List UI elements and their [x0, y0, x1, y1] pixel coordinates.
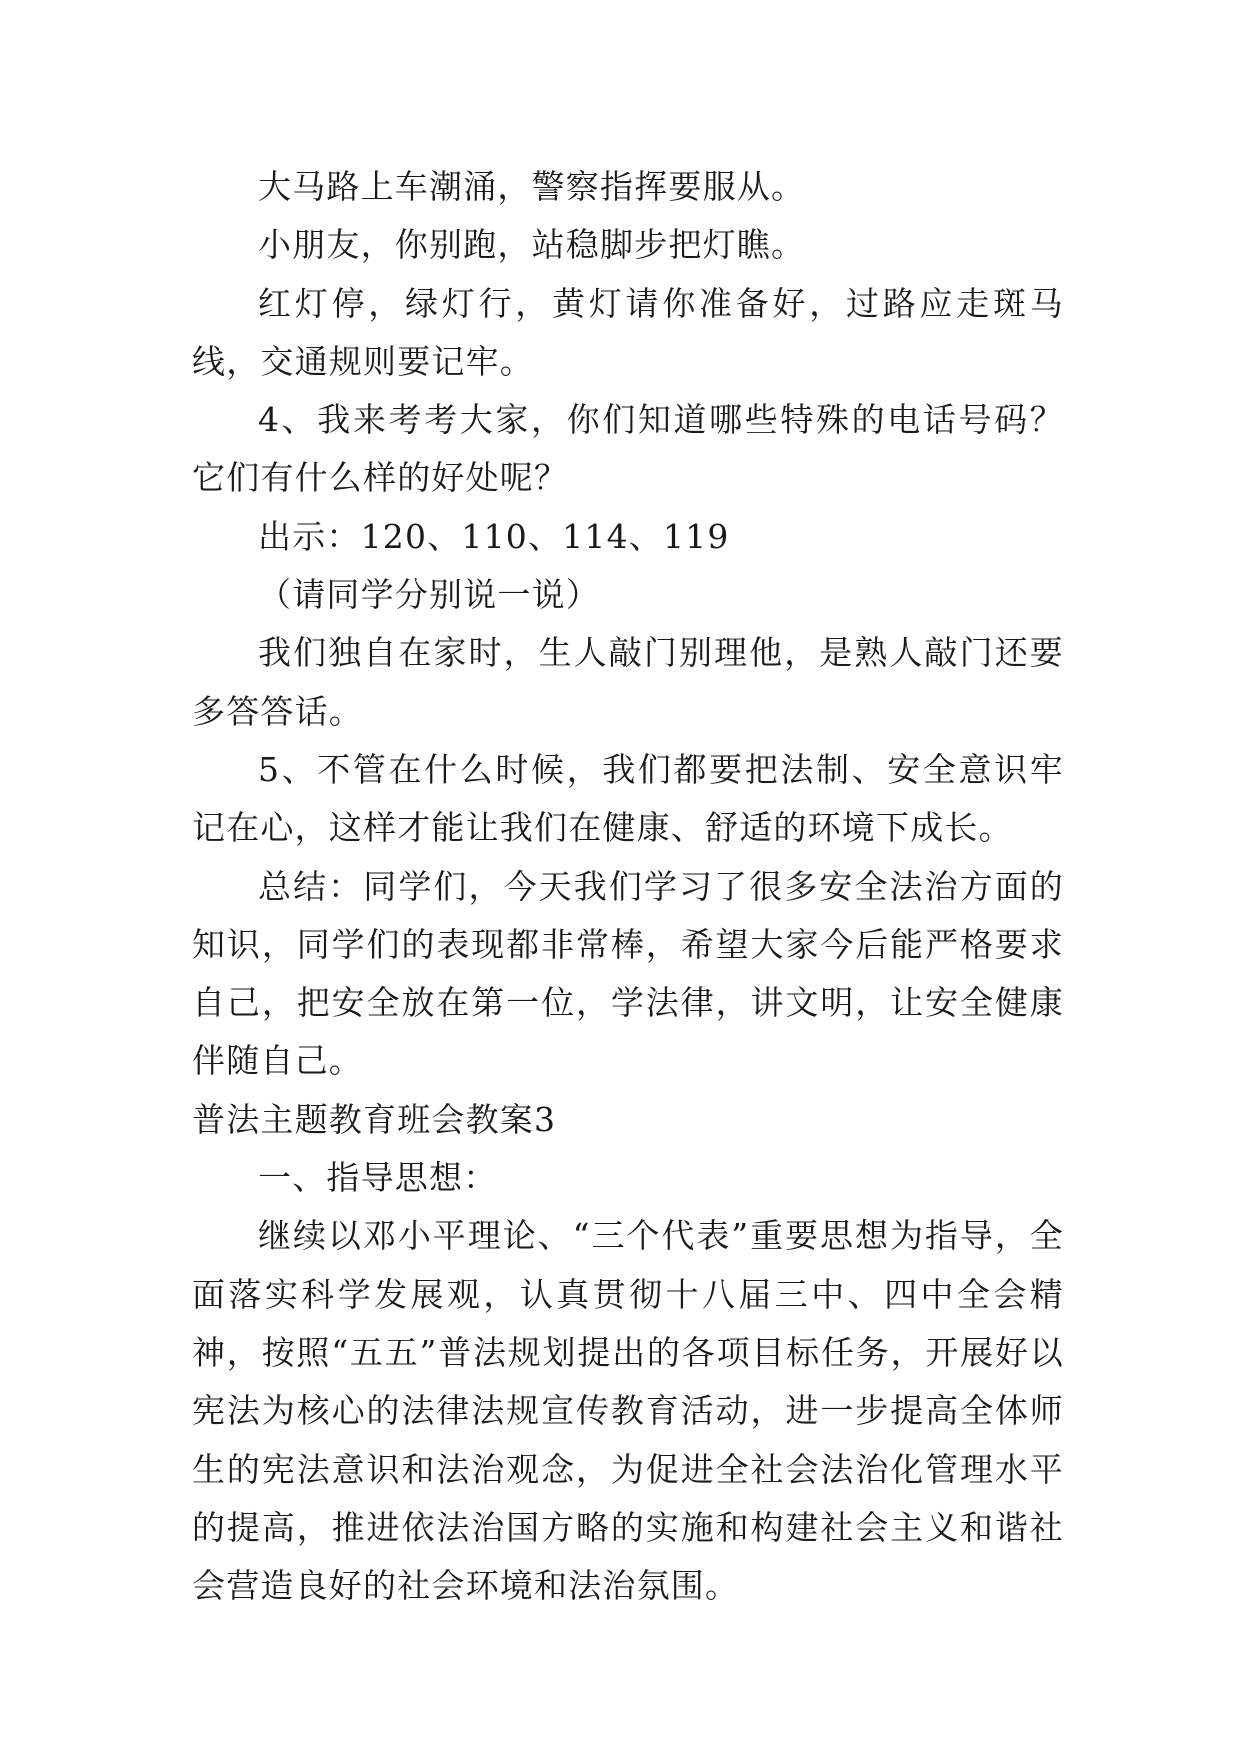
paragraph-guiding-thought: 继续以邓小平理论、“三个代表”重要思想为指导，全面落实科学发展观，认真贯彻十八届三中、四中全会精神，按照“五五”普法规划提出的各项目标任务，开展好以宪法为核心的法律法规宣传教育活动，进一步提高全体师生的宪法意识和法治观念，为促进全社会法治化管理水平的提高，推进依法治国方略的实施和构建社会主义和谐社会营造良好的社会环境和法治氛围。	[192, 1216, 1064, 1606]
paragraph-summary: 总结：同学们，今天我们学习了很多安全法治方面的知识，同学们的表现都非常棒，希望大家今后能严格要求自己，把安全放在第一位，学法律，讲文明，让安全健康伴随自己。	[192, 866, 1064, 1081]
paragraph-special-numbers-question: 4、我来考考大家，你们知道哪些特殊的电话号码？它们有什么样的好处呢？	[192, 400, 1064, 498]
paragraph-show-numbers: 出示：120、110、114、119	[258, 516, 730, 556]
paragraph-students-discuss: （请同学分别说一说）	[258, 575, 600, 615]
paragraph-traffic-police: 大马路上车潮涌，警察指挥要服从。	[258, 167, 806, 206]
paragraph-safety-awareness: 5、不管在什么时候，我们都要把法制、安全意识牢记在心，这样才能让我们在健康、舒适的环境下成长。	[192, 749, 1064, 848]
paragraph-home-alone: 我们独自在家时，生人敲门别理他，是熟人敲门还要多答答话。	[192, 633, 1064, 731]
subheading-guiding-thought: 一、指导思想：	[258, 1158, 498, 1198]
paragraph-traffic-rules: 红灯停，绿灯行，黄灯请你准备好，过路应走斑马线，交通规则要记牢。	[192, 283, 1064, 381]
document-body	[192, 158, 1064, 1615]
section-heading: 普法主题教育班会教案3	[192, 1099, 557, 1139]
paragraph-watch-lights: 小朋友，你别跑，站稳脚步把灯瞧。	[258, 225, 806, 265]
